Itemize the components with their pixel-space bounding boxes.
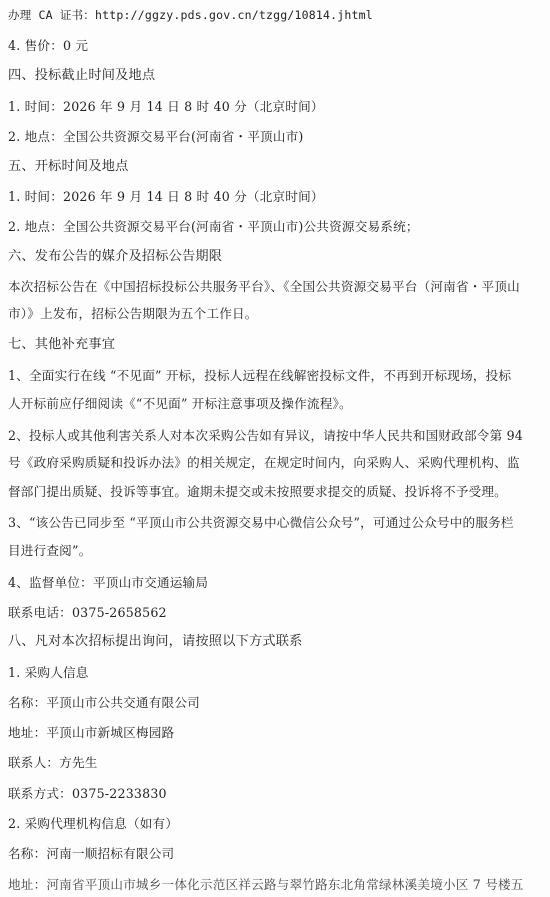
media-paragraph-line-1: 本次招标公告在《中国招标投标公共服务平台》、《全国公共资源交易平台（河南省・平顶山: [8, 279, 520, 294]
supplementary-item-3-line-1: 3、“该公告已同步至 “平顶山市公共资源交易中心微信公众号”，可通过公众号中的服务栏: [8, 515, 514, 530]
ca-certificate-line: 办理 CA 证书：http://ggzy.pds.gov.cn/tzgg/10814.jhtml: [8, 8, 373, 22]
supplementary-item-1-line-1: 1、全面实行在线 “不见面” 开标，投标人远程在线解密投标文件，不再到开标现场，投标: [8, 368, 512, 383]
supplementary-item-1-line-2: 人开标前应仔细阅读《“不见面” 开标注意事项及操作流程》。: [8, 396, 352, 411]
purchaser-name: 名称：平顶山市公共交通有限公司: [8, 695, 200, 710]
purchaser-phone: 联系方式：0375-2233830: [8, 786, 167, 801]
bid-deadline-time: 1. 时间：2026 年 9 月 14 日 8 时 40 分（北京时间）: [8, 99, 324, 114]
purchaser-info-heading: 1. 采购人信息: [8, 665, 89, 680]
section-heading-supplementary: 七、其他补充事宜: [8, 337, 116, 352]
supplementary-item-3-line-2: 目进行查阅”。: [8, 543, 92, 558]
purchaser-address: 地址：平顶山市新城区梅园路: [8, 725, 175, 740]
section-heading-bid-opening: 五、开标时间及地点: [8, 159, 129, 174]
supervising-phone: 联系电话：0375-2658562: [8, 605, 167, 620]
supplementary-item-2-line-1: 2、投标人或其他利害关系人对本次采购公告如有异议，请按中华人民共和国财政部令第 94: [8, 428, 524, 443]
purchaser-contact-person: 联系人：方先生: [8, 755, 98, 770]
supervising-unit: 4、监督单位：平顶山市交通运输局: [8, 575, 209, 590]
section-heading-contact: 八、凡对本次招标提出询问，请按照以下方式联系: [8, 634, 303, 649]
bid-opening-place: 2. 地点：全国公共资源交易平台(河南省・平顶山市)公共资源交易系统；: [8, 219, 419, 234]
agency-info-heading: 2. 采购代理机构信息（如有）: [8, 816, 179, 831]
media-paragraph-line-2: 市）》上发布，招标公告期限为五个工作日。: [8, 306, 258, 321]
price-line: 4. 售价：0 元: [8, 38, 89, 53]
bid-opening-time: 1. 时间：2026 年 9 月 14 日 8 时 40 分（北京时间）: [8, 189, 324, 204]
supplementary-item-2-line-2: 号《政府采购质疑和投诉办法》的相关规定，在规定时间内，向采购人、采购代理机构、监: [8, 455, 520, 470]
supplementary-item-2-line-3: 督部门提出质疑、投诉等事宜。逾期未提交或未按照要求提交的质疑、投诉将不予受理。: [8, 484, 507, 499]
section-heading-media: 六、发布公告的媒介及招标公告期限: [8, 249, 223, 264]
bid-deadline-place: 2. 地点：全国公共资源交易平台(河南省・平顶山市): [8, 129, 304, 144]
agency-name: 名称：河南一顺招标有限公司: [8, 846, 175, 861]
agency-address: 地址：河南省平顶山市城乡一体化示范区祥云路与翠竹路东北角常绿林溪美境小区 7 号楼五: [8, 877, 524, 892]
section-heading-bid-deadline: 四、投标截止时间及地点: [8, 68, 156, 83]
